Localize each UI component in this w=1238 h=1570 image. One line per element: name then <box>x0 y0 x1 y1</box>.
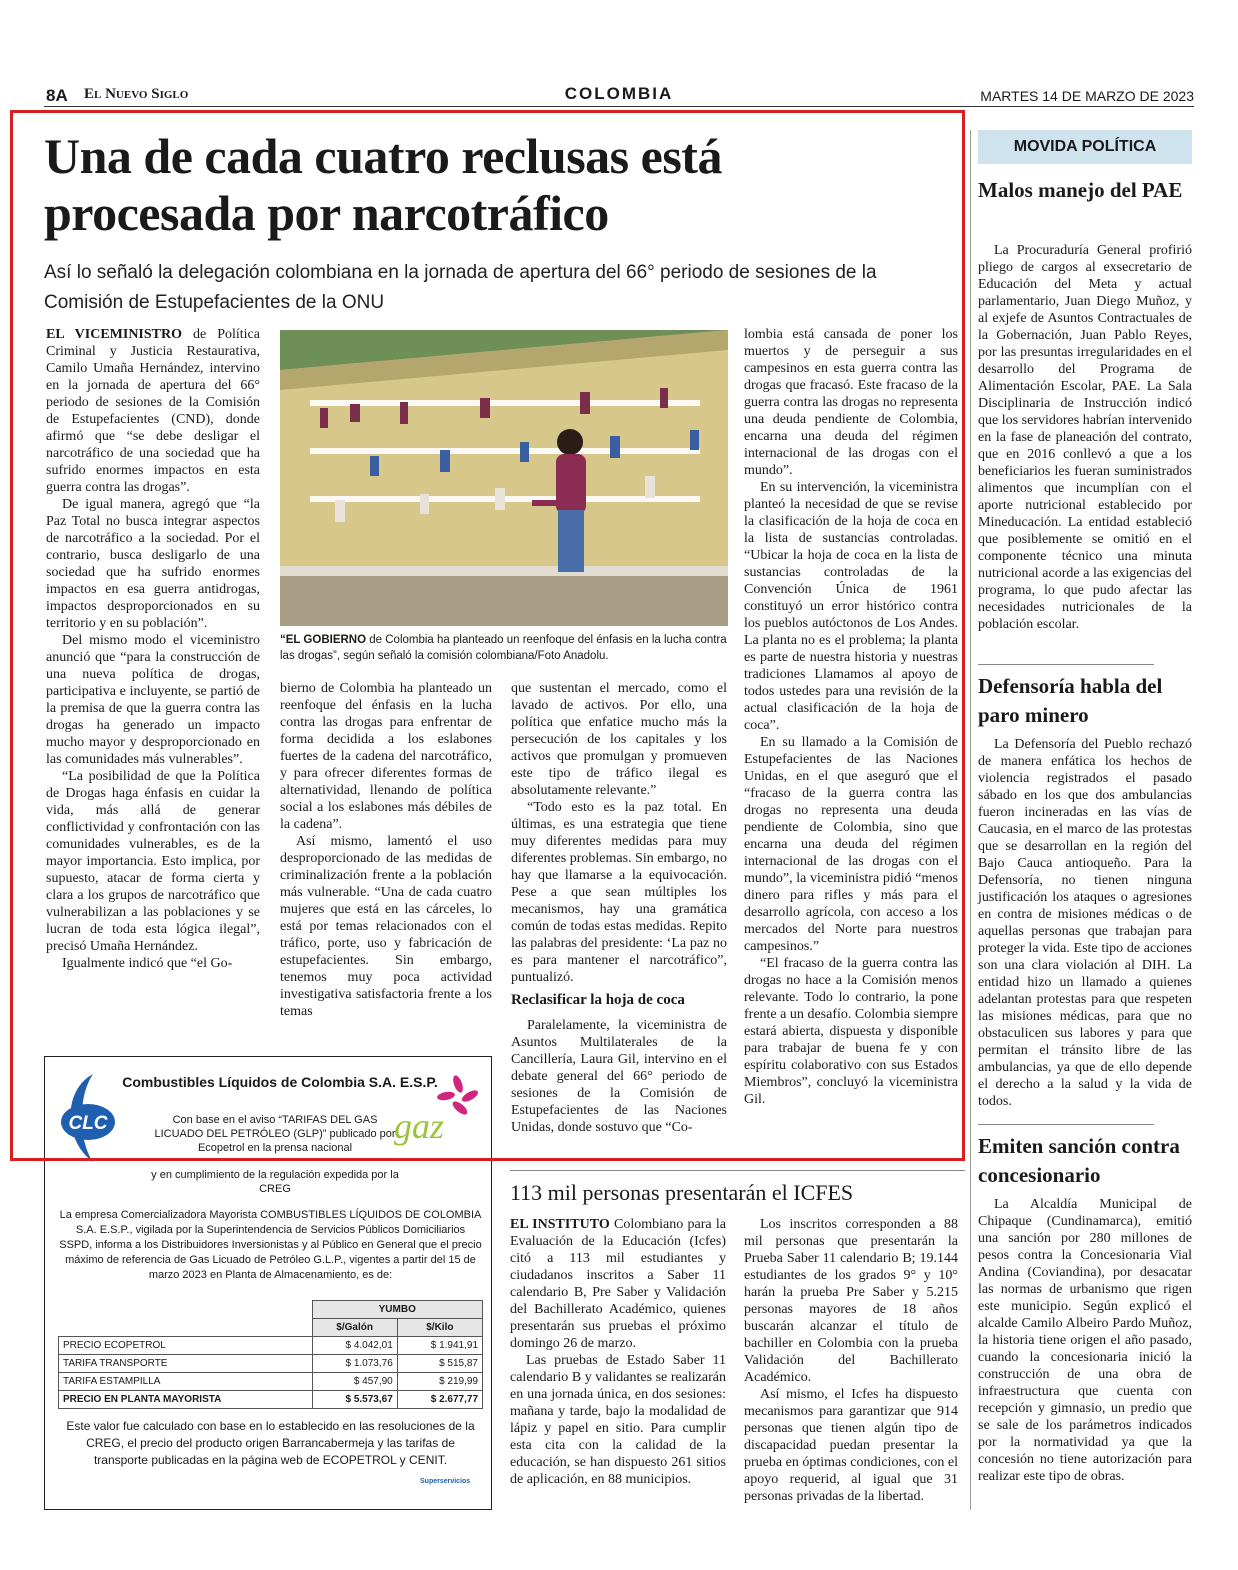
ad-subtitle: Con base en el aviso “TARIFAS DEL GAS LICUADO DEL PETRÓLEO (GLP)” publicado por Ecopetrol en la prensa nacional <box>154 1114 396 1154</box>
photo-caption: “EL GOBIERNO de Colombia ha planteado un reenfoque del énfasis en la lucha contra las drogas”, según señaló la comisión colombiana/Foto Anadolu. <box>280 634 727 662</box>
ad-body: La empresa Comercializadora Mayorista COMBUSTIBLES LÍQUIDOS DE COLOMBIA S.A. E.S.P., vigilada por la Superintendencia de Servicios Públicos Domiciliarios SSPD, informa a los Distribuidores Inversionistas y al Público en General que el precio máximo de referencia de Gas Licuado de Petróleo G.L.P., vigentes a partir del 15 de marzo 2023 en Planta de Almacenamiento, es de: <box>59 1209 482 1281</box>
sidebar-item-title: Defensoría habla del paro minero <box>978 674 1163 727</box>
svg-text:CLC: CLC <box>68 1113 108 1134</box>
ad-footnote: Este valor fue calculado con base en lo establecido en las resoluciones de la CREG, el precio del producto origen Barrancabermeja y las tarifas de transporte publicadas en la página web de ECOPETROL y CENIT. <box>66 1419 475 1467</box>
sidebar-item-text: La Procuraduría General profirió pliego de cargos al exsecretario de Educación del Meta y actual parlamentario, Juan Diego Muñoz, y al exjefe de Asuntos Contractuales de la Gobernación, Juan Pablo Reyes, por las presuntas irregularidades en el desarrollo del Programa de Alimentación Escolar, PAE. La Sala Disciplinaria de Instrucción indicó que los servidores habrían intervenido en la fase de planeación del contrato, que en 2016 conllevó a que a los beneficiarios les fueran suministrados alimentos que incumplían con el aporte nutricional establecido por Mineducación. La entidad estableció que posiblemente se omitió en el componente técnico una minuta nutricional acorde a las exigencias del programa, lo que pudo afectar las necesidades nutricionales de la población escolar. <box>978 243 1192 632</box>
article-paragraph: que sustentan el mercado, como el lavado de activos. Por ello, una política que enfatice mucho más la persecución de los capitales y los activos que promulgan y promueven este tipo de tráfico ilegal es absolutamente relevante.” <box>511 681 727 798</box>
table-row: PRECIO EN PLANTA MAYORISTA $ 5.573,67 $ 2.677,77 <box>59 1391 483 1409</box>
section-divider <box>510 1170 965 1171</box>
article-paragraph: De igual manera, agregó que “la Paz Total no busca integrar aspectos de narcotráfico a la sociedad. Por el contrario, busca desligarlo de una sociedad que ha sufrido enormes impactos en esa guerra antidrogas, impactos desproporcionados en su territorio y en su población”. <box>46 497 260 631</box>
main-subhead: Así lo señaló la delegación colombiana en la jornada de apertura del 66° periodo de sesiones de la Comisión de Estupefacientes de la ONU <box>44 262 877 313</box>
article-paragraph: En su intervención, la viceministra planteó la necesidad de que se revise la clasificación de la hoja de coca en la lista de sustancias controladas. “Ubicar la hoja de coca en la lista de sustancias controladas de la Convención Única de 1961 constituyó un error histórico contra los pueblos autóctonos de Los Andes. La planta no es el problema; la planta es parte de nuestra historia y nuestras tradiciones Llamamos al apoyo de todos ustedes para una revisión de la actual clasificación de la hoja de coca”. <box>744 480 958 733</box>
sidebar-banner: MOVIDA POLÍTICA <box>978 130 1192 164</box>
table-row: PRECIO ECOPETROL $ 4.042,01 $ 1.941,91 <box>59 1337 483 1355</box>
table-row: TARIFA ESTAMPILLA $ 457,90 $ 219,99 <box>59 1373 483 1391</box>
lead-words: EL INSTITUTO <box>510 1217 610 1232</box>
newspaper-name: El Nuevo Siglo <box>84 86 189 102</box>
column-header: $/Galón <box>312 1319 397 1337</box>
sidebar-item-text: La Alcaldía Municipal de Chipaque (Cundinamarca), emitió una sanción por 280 millones de pesos contra la Concesionaria Vial Andina (Coviandina), por desacatar las normas de urbanismo que rigen este municipio. Según explicó el alcalde Camilo Albeiro Pardo Muñoz, la historia tiene origen el año pasado, cuando la concesionaria inició la construcción de una obra de infraestructura que cuenta con recepción y gimnasio, un predio que se sale de los parámetros indicados por la normatividad ya que la concesión no tiene autorización para realizar este tipo de obras. <box>978 1197 1192 1484</box>
sidebar-item-title: Malos manejo del PAE <box>978 178 1183 202</box>
highlight-frame <box>10 110 965 1161</box>
article-paragraph: Igualmente indicó que “el Go- <box>62 956 233 971</box>
column-divider <box>970 130 971 1510</box>
article-paragraph: Las pruebas de Estado Saber 11 calendario B y validantes se realizarán en una jornada única, en dos sesiones: mañana y tarde, bajo la modalidad de lápiz y papel en sitio. Para cumplir esta cita con la calidad de la educación, se han dispuesto 261 sitios de aplicación, en 88 municipios. <box>510 1353 726 1487</box>
sidebar-item-title: Emiten sanción contra concesionario <box>978 1134 1180 1187</box>
main-headline: Una de cada cuatro reclusas está procesada por narcotráfico <box>44 128 722 241</box>
column-header: $/Kilo <box>397 1319 482 1337</box>
article-paragraph: EL INSTITUTO Colombiano para la Evaluación de la Educación (Icfes) citó a 113 mil estudiantes y ciudadanos inscritos a Saber 11 calendario B, Pre Saber y Validación del Bachillerato Académico, quienes presentarán sus pruebas el próximo domingo 26 de marzo. <box>510 1217 726 1351</box>
issue-date: MARTES 14 DE MARZO DE 2023 <box>980 88 1194 104</box>
table-header-row <box>59 1319 483 1337</box>
article-paragraph: Así mismo, el Icfes ha dispuesto mecanismos para garantizar que 914 personas que tienen algún tipo de discapacidad puedan presentar la prueba en óptimas condiciones, con el apoyo requerid, al igual que 31 personas privadas de la libertad. <box>744 1387 958 1504</box>
page-number: 8A <box>46 86 68 105</box>
icfes-column-1 <box>510 1216 726 1488</box>
article-paragraph: Los inscritos corresponden a 88 mil personas que presentarán la Prueba Saber 11 calendario B; 19.144 estudiantes de los grados 9° y 10° harán la prueba Pre Saber y 5.215 personas mayores de 18 años buscarán alcanzar el título de bachiller en Colombia con la prueba Validación del Bachillerato Académico. <box>744 1217 958 1385</box>
table-group-header: YUMBO <box>312 1301 482 1319</box>
icfes-headline: 113 mil personas presentarán el ICFES <box>510 1180 854 1205</box>
article-paragraph: “Todo esto es la paz total. En últimas, es una estrategia que tiene muy diferentes medidas para muy diferentes problemas. Sin embargo, no hay que llamarse a la equivocación. Pese a que sean múltiples los mecanismos, hay una gramática común de todas estas medidas. Repito las palabras del presidente: ‘La paz no es para mantener el narcotráfico”, puntualizó. <box>511 800 727 985</box>
sidebar-item-text: La Defensoría del Pueblo rechazó de manera enfática los hechos de violencia registrados el pasado sábado en los que dos ambulancias fueron incineradas en las vías de Caucasia, en el marco de las protestas que se desarrollan en la región del Bajo Cauca antioqueño. Para la Defensoría, no tienen ninguna justificación los ataques o agresiones en contra de misiones médicas o de aquellas personas que trabajan para proteger la vida. Este tipo de acciones son una clara violación al DIH. La entidad hizo un llamado a quienes adelantan protestas para que respeten las misiones médicas, para que no obstaculicen sus labores y para que permitan el tránsito libre de las ambulancias, ya que de ello depende el derecho a la salud y la vida de todos. <box>978 737 1192 1109</box>
article-paragraph: En su llamado a la Comisión de Estupefacientes de las Naciones Unidas, en el que aseguró que el “fracaso de la guerra contra las drogas no representa una deuda pendiente de Colombia, sino que encarna una deuda del régimen internacional de las drogas con el mundo”, la viceministra pidió “menos dinero para rifles y más para el desarrollo agrícola, con acceso a los mercados del Norte para nuestros campesinos.” <box>744 735 958 954</box>
sidebar-divider <box>978 664 1154 665</box>
header-rule <box>44 106 1194 107</box>
sidebar-divider <box>978 1124 1154 1125</box>
article-paragraph: lombia está cansada de poner los muertos y de perseguir a sus campesinos en esta guerra contra las drogas que fracasó. Este fracaso de la guerra contra las drogas no representa una deuda pendiente de Colombia, encarna una deuda del régimen internacional de las drogas con el mundo”. <box>744 327 958 478</box>
article-paragraph: “La posibilidad de que la Política de Drogas haga énfasis en cuidar la vida, más allá de generar conflictividad y confrontación con las comunidades vulnerables, es de la mayor importancia. Esto implica, por supuesto, atacar de forma cierta y clara a los grupos de narcotráfico que vulnerabilizan a las poblaciones y se lucran de toda esta lógica ilegal”, precisó Umaña Hernández. <box>46 769 260 954</box>
article-paragraph: Del mismo modo el viceministro anunció que “para la construcción de una nueva política de drogas, participativa e incluyente, se partió de la premisa de que la guerra contra las drogas ha generado un impacto mucho mayor y desproporcionado en las comunidades más vulnerables”. <box>46 633 260 767</box>
table-row: TARIFA TRANSPORTE $ 1.073,76 $ 515,87 <box>59 1355 483 1373</box>
article-paragraph: EL VICEMINISTRO de Política Criminal y Justicia Restaurativa, Camilo Umaña Hernández, intervino en la jornada de apertura del 66° periodo de sesiones de la Comisión de Estupefacientes (CND), donde afirmó que “se debe desligar el narcotráfico de una sociedad que ha sufrido enormes impactos en esta guerra contra las drogas”. <box>46 327 260 495</box>
article-subheading: Reclasificar la hoja de coca <box>511 992 685 1008</box>
ad-subtitle-2: y en cumplimiento de la regulación expedida por la CREG <box>151 1169 399 1195</box>
section-title: COLOMBIA <box>564 84 674 103</box>
ad-title: Combustibles Líquidos de Colombia S.A. E.S.P. <box>122 1074 438 1090</box>
svg-text:gaz: gaz <box>394 1106 445 1146</box>
price-table <box>58 1300 483 1409</box>
table-header-row <box>59 1301 483 1319</box>
icfes-column-2 <box>744 1216 958 1505</box>
superservicios-seal: Superservicios <box>420 1478 471 1485</box>
article-paragraph: “El fracaso de la guerra contra las drogas no hace a la Comisión menos relevante. Todo lo contrario, la pone frente a un desafío. Colombia siempre estará abierta, dispuesta y disponible para trabajar de buena fe y con espíritu colaborativo con sus Estados Miembros”, concluyó la viceministra Gil. <box>744 956 958 1107</box>
article-paragraph: bierno de Colombia ha planteado un reenfoque del énfasis en la lucha contra las drogas para enfrentar de forma decidida a los eslabones fuertes de la cadena del narcotráfico, y para ofrecer diferentes formas de alternatividad, llenando de política social a los eslabones más débiles de la cadena”. <box>280 681 492 832</box>
article-paragraph: Paralelamente, la viceministra de Asuntos Multilaterales de la Cancillería, Laura Gil, intervino en el debate general del 66° periodo de sesiones de la Comisión de Estupefacientes de las Naciones Unidas, donde sostuvo que “Co- <box>511 1018 727 1135</box>
article-paragraph: Así mismo, lamentó el uso desproporcionado de las medidas de criminalización frente a la población más vulnerable. “Una de cada cuatro mujeres que está en las cárceles, lo está por temas relacionados con el tráfico, porte, uso y fabricación de estupefacientes. Sin embargo, tenemos muy poca actividad investigativa satisfactoria frente a los temas <box>280 834 492 1019</box>
lead-words: EL VICEMINISTRO <box>46 327 182 342</box>
